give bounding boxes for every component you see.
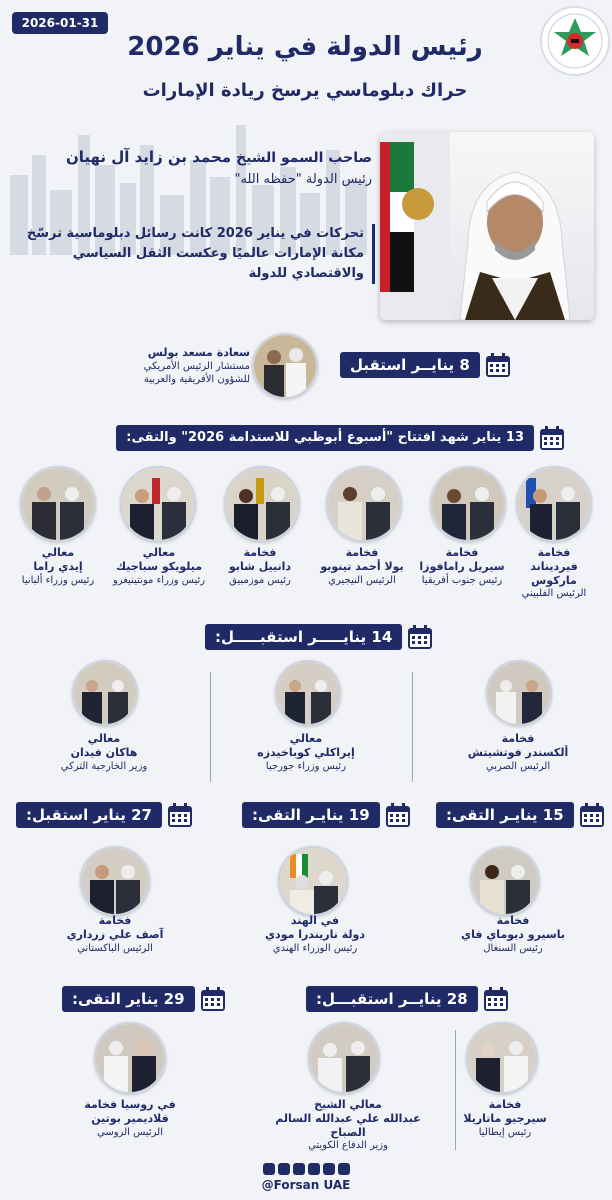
section-jan28-label: 28 ينايــر استقبـــل:: [306, 986, 478, 1012]
person-jan13-3: فخامة دانييل شابو رئيس موزمبيق: [228, 546, 292, 586]
section-jan15-label: 15 ينايـر التقى:: [436, 802, 574, 828]
photo-jan28-0: [466, 1022, 538, 1094]
page-subtitle: حراك دبلوماسي يرسخ ريادة الإمارات: [142, 80, 468, 101]
photo-jan19-0: [278, 846, 348, 916]
person-jan28-1: معالي الشيخ عبدالله علي عبدالله السالم الصباح وزير الدفاع الكويتي: [275, 1098, 421, 1152]
photo-jan28-1: [308, 1022, 380, 1094]
calendar-icon: [482, 985, 510, 1013]
calendar-icon: [166, 801, 194, 829]
photo-jan15-0: [470, 846, 540, 916]
photo-jan14-1: [275, 660, 341, 726]
snapchat-icon[interactable]: [338, 1163, 350, 1175]
section-jan13-label: 13 يناير شهد افتتاح "أسبوع أبوظبي للاستدامة 2026" والتقى:: [116, 425, 534, 451]
divider: [412, 672, 413, 782]
person-jan8-0: سعادة مسعد بولس مستشار الرئيس الأمريكي للشؤون الأفريقية والعربية: [143, 346, 250, 385]
person-jan14-1: معالي إيراكلي كوباخيدزه رئيس وزراء جورجيا: [257, 732, 355, 772]
logo-emblem: [540, 6, 610, 76]
person-jan13-5: معالي إيدي راما رئيس وزراء ألبانيا: [21, 546, 95, 586]
leader-name-line: [16, 148, 372, 166]
photo-jan13-5: [20, 466, 96, 542]
social-icons: [206, 1163, 406, 1175]
photo-jan14-2: [72, 660, 138, 726]
section-jan29-label: 29 يناير التقى:: [62, 986, 195, 1012]
person-jan29-0: في روسيا فخامة فلاديمير بوتين الرئيس الروسي: [84, 1098, 176, 1138]
section-jan28-header: [306, 984, 510, 1014]
section-jan27-label: 27 يناير استقبل:: [16, 802, 162, 828]
calendar-icon: [578, 801, 606, 829]
footer-handle[interactable]: @Forsan UAE: [261, 1178, 351, 1192]
section-jan15-header: [436, 800, 606, 830]
photo-jan14-0: [486, 660, 552, 726]
person-jan13-4: معالي ميلويكو سباجيك رئيس وزراء مونتينيغرو: [112, 546, 206, 586]
section-jan14-header: [205, 622, 434, 652]
person-jan15-0: فخامة باسيرو ديوماي فاي رئيس السنغال: [460, 914, 566, 954]
photo-jan13-3: [224, 466, 300, 542]
person-jan14-0: فخامة ألكسندر فوتشيتش الرئيس الصربي: [467, 732, 569, 772]
person-jan14-2: معالي هاكان فيدان وزير الخارجية التركي: [60, 732, 148, 772]
section-jan29-header: [62, 984, 227, 1014]
section-jan8-label: 8 ينايــر استقبل: [340, 352, 480, 378]
person-jan19-0: في الهند دولة ناريندرا مودي رئيس الوزراء الهندي: [264, 914, 366, 954]
calendar-icon: [384, 801, 412, 829]
leader-portrait: [380, 132, 594, 320]
facebook-icon[interactable]: [308, 1163, 320, 1175]
telegram-icon[interactable]: [278, 1163, 290, 1175]
person-jan28-0: فخامة سيرجيو ماتاريلا رئيس إيطاليا: [463, 1098, 547, 1138]
footer: [206, 1163, 406, 1192]
section-jan13-header: [38, 423, 566, 453]
section-jan27-header: [16, 800, 194, 830]
photo-jan27-0: [80, 846, 150, 916]
person-jan27-0: فخامة آصف علي زرداري الرئيس الباكستاني: [66, 914, 164, 954]
photo-jan8-0: [252, 333, 318, 399]
person-jan13-0: فخامة فيرديناند ماركوس الرئيس الفلبيني: [521, 546, 587, 600]
photo-jan13-4: [120, 466, 196, 542]
calendar-icon: [406, 623, 434, 651]
photo-jan13-2: [326, 466, 402, 542]
date-badge: 2026-01-31: [12, 12, 108, 34]
leader-rank: رئيس الدولة "حفظه الله": [234, 172, 372, 187]
calendar-icon: [484, 351, 512, 379]
photo-jan29-0: [94, 1022, 166, 1094]
divider: [210, 672, 211, 782]
tiktok-icon[interactable]: [323, 1163, 335, 1175]
intro-text: تحركات في يناير 2026 كانت رسائل دبلوماسية ترسّخ مكانة الإمارات عالميًا وعكست الثقل السياسي والاقتصادي للدولة: [20, 224, 375, 284]
person-jan13-1: فخامة سيريل رامافوزا رئيس جنوب أفريقيا: [419, 546, 505, 586]
section-jan19-header: [242, 800, 412, 830]
person-jan13-2: فخامة بولا أحمد تينوبو الرئيس النيجيري: [320, 546, 404, 586]
photo-jan13-1: [430, 466, 506, 542]
leader-name-block: [16, 148, 372, 187]
section-jan14-label: 14 ينايـــــر استقبـــــل:: [205, 624, 402, 650]
section-jan19-label: 19 ينايـر التقى:: [242, 802, 380, 828]
leader-prefix: صاحب السمو الشيخ: [235, 150, 372, 166]
calendar-icon: [199, 985, 227, 1013]
page-title: رئيس الدولة في يناير 2026: [127, 32, 483, 62]
photo-jan13-0: [516, 466, 592, 542]
section-jan8-header: [340, 350, 512, 380]
calendar-icon: [538, 424, 566, 452]
instagram-icon[interactable]: [263, 1163, 275, 1175]
leader-name: محمد بن زايد آل نهيان: [65, 148, 232, 166]
x-icon[interactable]: [293, 1163, 305, 1175]
